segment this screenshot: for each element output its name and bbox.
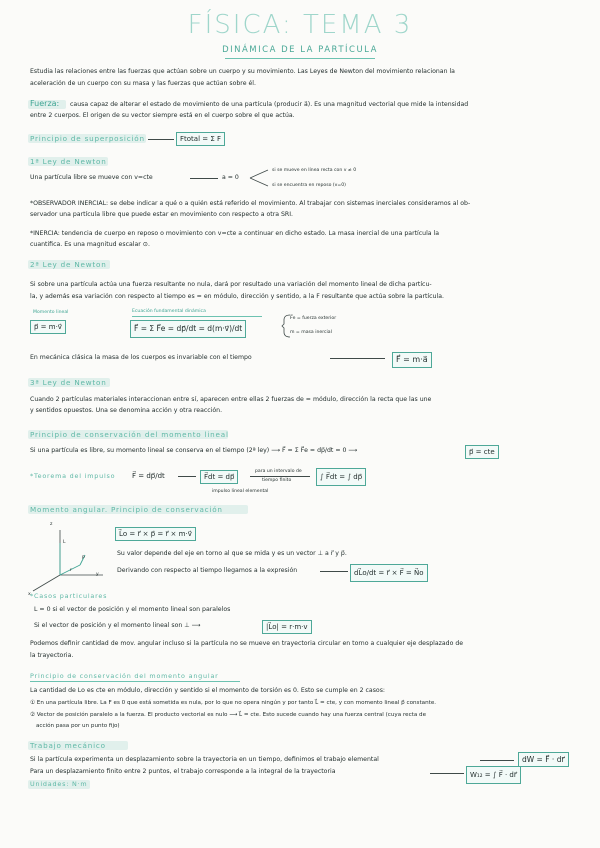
casos-item-2: Si el vector de posición y el momento lineal son ⊥ ⟶ [34,622,201,629]
trabajo-header: Trabajo mecánico [30,741,106,750]
fuerza-line-1: causa capaz de alterar el estado de movimiento de una partícula (producir a⃗). Es una magnitud vectorial que mide la intensidad [70,101,469,108]
angular-formula: L⃗o = r⃗ × p⃗ = r⃗ × m·v⃗ [115,527,196,541]
cons-angular-line-4: acción pasa por un punto fijo) [36,723,120,729]
casos-item-1: L = 0 si el vector de posición y el momento lineal son paralelos [34,606,231,613]
casos-header: *Casos particulares [30,592,108,600]
impulso-header: *Teorema del impulso [30,472,116,480]
ecuacion-label: Ecuación fundamental dinámica [132,309,206,314]
cons-angular-line-3: ② Vector de posición paralelo a la fuerza. El producto vectorial es nulo ⟶ L⃗ = cte. Esto sucede cuando hay una fuerza central (cuya recta de [30,712,427,718]
ecuacion-formula: F⃗ = Σ F⃗e = dp⃗/dt = d(m·v⃗)/dt [130,320,246,338]
conservacion-line: Si una partícula es libre, su momento lineal se conserva en el tiempo (2ª ley) ⟶ F⃗ = Σ F⃗e = dp⃗/dt = 0 ⟶ [30,447,358,454]
superposicion-formula: Ftotal = Σ F [176,132,225,146]
impulso-note-2: tiempo finito [262,478,292,483]
axes-diagram [25,525,115,595]
cons-angular-line-1: La cantidad de Lo es cte en módulo, dirección y sentido si el momento de torsión es 0. Esto se cumple en 2 casos: [30,687,386,694]
trabajo-unidades: Unidades: N·m [30,780,88,788]
angular-formula-2: dL⃗o/dt = r⃗ × F⃗ = N⃗o [350,564,428,582]
angular-line-2: Derivando con respecto al tiempo llegamos a la expresión [117,567,298,574]
momento-lineal-label: Momento lineal [33,310,69,315]
trabajo-line-2: Para un desplazamiento finito entre 2 puntos, el trabajo corresponde a la integral de la trayectoria [30,768,336,775]
trabajo-formula-2: W₁₂ = ∫ F⃗ · dr⃗ [466,766,521,784]
intro-line-2: aceleración de un cuerpo con su masa y las fuerzas que actúan sobre él. [30,80,256,87]
impulso-f3: ∫ F⃗dt = ∫ dp⃗ [316,468,366,486]
trabajo-line-1: Si la partícula experimenta un desplazamiento sobre la trayectoria en un tiempo, definimos el trabajo elemental [30,756,379,763]
ley1-header: 1ª Ley de Newton [30,157,107,166]
ley3-header: 3ª Ley de Newton [30,378,107,387]
ley2-header: 2ª Ley de Newton [30,260,107,269]
observador-line-2: servador una partícula libre que puede estar en movimiento con respecto a otra SRI. [30,211,294,218]
ley2-line-2: la, y además esa variación con respecto al tiempo es = en módulo, dirección y sentido, a la F resultante que actúa sobre la partícula. [30,293,444,300]
fuerza-line-2: entre 2 cuerpos. El origen de su vector siempre está en el cuerpo sobre el que actúa. [30,112,295,119]
casos-line-2: la trayectoria. [30,652,74,659]
observador-line-1: *OBSERVADOR INERCIAL: se debe indicar a qué o a quién está referido el movimiento. Al trabajar con sistemas inerciales consideramos al ob- [30,200,471,207]
inercia-line-1: *INERCIA: tendencia de cuerpo en reposo o movimiento con v=cte a continuar en dicho estado. La masa inercial de una partícula la [30,230,440,237]
ley2-line-1: Si sobre una partícula actúa una fuerza resultante no nula, dará por resultado una variación del momento lineal de dicha partícu- [30,281,432,288]
angular-header: Momento angular. Principio de conservación [30,505,223,514]
ley3-line-1: Cuando 2 partículas materiales interaccionan entre sí, aparecen entre ellas 2 fuerzas de = módulo, dirección la recta que las une [30,396,432,403]
axis-z-label: z [50,522,53,527]
axis-L-label: L [63,540,66,545]
momento-lineal-formula: p⃗ = m·v⃗ [30,320,66,334]
axis-P-label: P [82,556,85,561]
impulso-note-3: impulso lineal elemental [212,489,269,494]
cons-angular-header: Principio de conservación del momento angular [30,672,219,680]
legend-1: F⃗e = fuerza exterior [290,316,337,321]
impulso-note-1: para un intervalo de [255,469,302,474]
ley1-case-1: si se mueve en línea recta con v ≠ 0 [272,168,357,173]
angular-line-1: Su valor depende del eje en torno al que se mida y es un vector ⊥ a r⃗ y p⃗. [117,550,347,557]
casos-line-1: Podemos definir cantidad de mov. angular incluso si la partícula no se mueve en trayectoria circular en torno a cualquier eje desplazado de [30,640,464,647]
trabajo-formula-1: dW = F⃗ · dr⃗ [518,752,569,767]
clasica-line: En mecánica clásica la masa de los cuerpos es invariable con el tiempo [30,354,252,361]
cons-angular-line-2: ① En una partícula libre. La F es 0 que está sometida es nula, por lo que no opera ningún y por tanto L⃗ = cte, y con momento lineal p⃗ constante. [30,700,437,706]
clasica-formula: F⃗ = m·a⃗ [392,352,432,368]
legend-2: m = masa inercial [290,330,332,335]
axis-y-label: y [96,572,99,577]
ley3-line-2: y sentidos opuestos. Una se denomina acción y otra reacción. [30,407,223,414]
conservacion-header: Principio de conservación del momento lineal [30,430,229,439]
axis-r-label: r [70,568,72,573]
ley1-arrow-label: a = 0 [222,174,239,181]
fuerza-term: Fuerza: [30,99,60,108]
impulso-f1: F⃗ = dp⃗/dt [132,472,165,480]
ley1-line: Una partícula libre se mueve con v=cte [30,174,153,181]
axis-x-label: x [28,592,31,597]
impulso-f2: F⃗dt = dp⃗ [200,470,238,484]
intro-line-1: Estudia las relaciones entre las fuerzas que actúan sobre un cuerpo y su movimiento. Las Leyes de Newton del movimiento relacionan la [30,68,455,75]
ley1-case-2: si se encuentra en reposo (v=0) [272,183,346,188]
inercia-line-2: cuantifica. Es una magnitud escalar ⊙. [30,241,150,248]
page-title: FÍSICA: TEMA 3 [187,10,413,40]
conservacion-result: p⃗ = cte [465,445,499,459]
superposicion-header: Principio de superposición [30,134,145,143]
page-subtitle: DINÁMICA DE LA PARTÍCULA [222,45,378,55]
casos-formula: |L⃗o| = r·m·v [262,620,312,634]
